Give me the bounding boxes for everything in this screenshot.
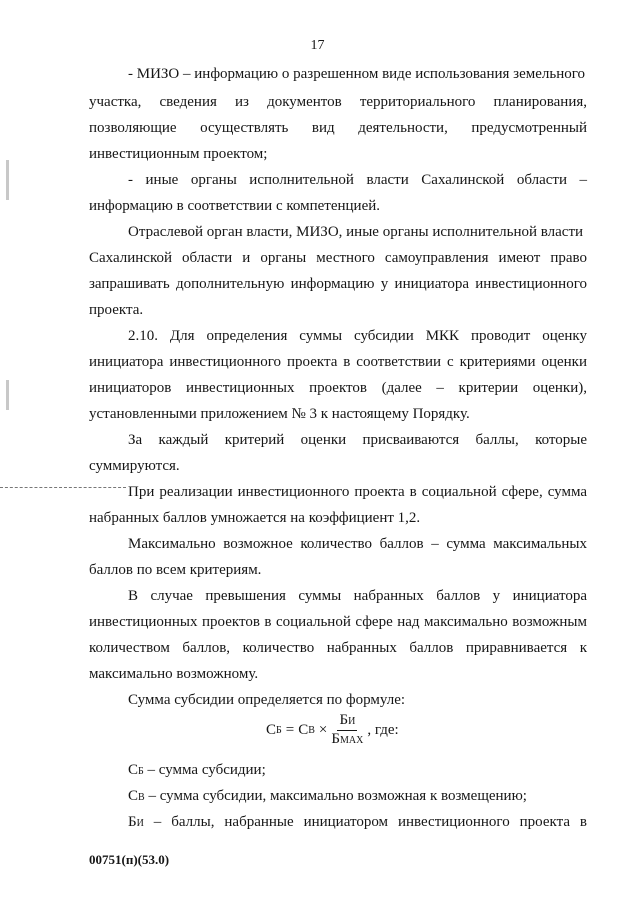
text-line: За каждый критерий оценки присваиваются баллы, которые: [128, 432, 587, 448]
text-line: установленными приложением № 3 к настоящему Порядку.: [89, 406, 470, 422]
definition-line: СВ – сумма субсидии, максимально возможная к возмещению;: [128, 788, 527, 804]
text-line: проекта.: [89, 302, 144, 318]
text-line: инициаторов инвестиционных проектов (далее – критерии оценки),: [89, 380, 587, 396]
document-code: 00751(п)(53.0): [89, 852, 170, 867]
formula-numerator: БИ: [337, 712, 357, 731]
text-line: В случае превышения суммы набранных баллов у инициатора: [128, 588, 587, 604]
text-line: количеством баллов, количество набранных баллов приравнивается к: [89, 640, 587, 656]
text-line: Сумма субсидии определяется по формуле:: [128, 692, 406, 708]
formula-symbol: С: [266, 721, 277, 738]
text-line: - МИЗО – информацию о разрешенном виде использования земельного: [128, 66, 586, 82]
text-line: запрашивать дополнительную информацию у инициатора инвестиционного: [89, 276, 587, 292]
definition-line: СБ – сумма субсидии;: [128, 762, 266, 778]
text-line: суммируются.: [89, 458, 180, 474]
text-line: баллов по всем критериям.: [89, 562, 262, 578]
text-line: При реализации инвестиционного проекта в социальной сфере, сумма: [128, 484, 587, 500]
formula-tail: , где:: [367, 721, 399, 738]
text-line: инвестиционных проектов в социальной сфере над максимально возможным: [89, 614, 587, 630]
text-line: 2.10. Для определения суммы субсидии МКК проводит оценку: [128, 328, 587, 344]
text-line: позволяющие осуществлять вид деятельности, предусмотренный: [89, 120, 587, 136]
formula-fraction: [329, 712, 365, 749]
formula-symbol: С: [298, 721, 309, 738]
text-line: инициатора инвестиционного проекта в соответствии с критериями оценки: [89, 354, 587, 370]
scan-margin-mark: [6, 380, 9, 410]
formula-equals: =: [285, 721, 295, 738]
text-line: - иные органы исполнительной власти Сахалинской области –: [128, 172, 587, 188]
subsidy-formula: [266, 710, 399, 750]
formula-subscript: В: [308, 724, 315, 736]
text-line: Отраслевой орган власти, МИЗО, иные органы исполнительной власти: [128, 224, 584, 240]
text-line: Сахалинской области и органы местного самоуправления имеют право: [89, 250, 587, 266]
formula-denominator: БMAX: [331, 730, 364, 747]
text-line: Максимально возможное количество баллов – сумма максимальных: [128, 536, 587, 552]
scan-margin-mark: [6, 160, 9, 200]
page-number: 17: [310, 38, 325, 53]
text-line: набранных баллов умножается на коэффициент 1,2.: [89, 510, 421, 526]
text-line: инвестиционным проектом;: [89, 146, 268, 162]
formula-times: ×: [318, 721, 328, 738]
text-line: участка, сведения из документов территориального планирования,: [89, 94, 587, 110]
text-line: максимально возможному.: [89, 666, 259, 682]
margin-dashed-line: [0, 487, 126, 488]
text-line: информацию в соответствии с компетенцией.: [89, 198, 380, 214]
definition-line: БИ – баллы, набранные инициатором инвестиционного проекта в: [128, 814, 587, 830]
formula-subscript: Б: [276, 724, 282, 736]
